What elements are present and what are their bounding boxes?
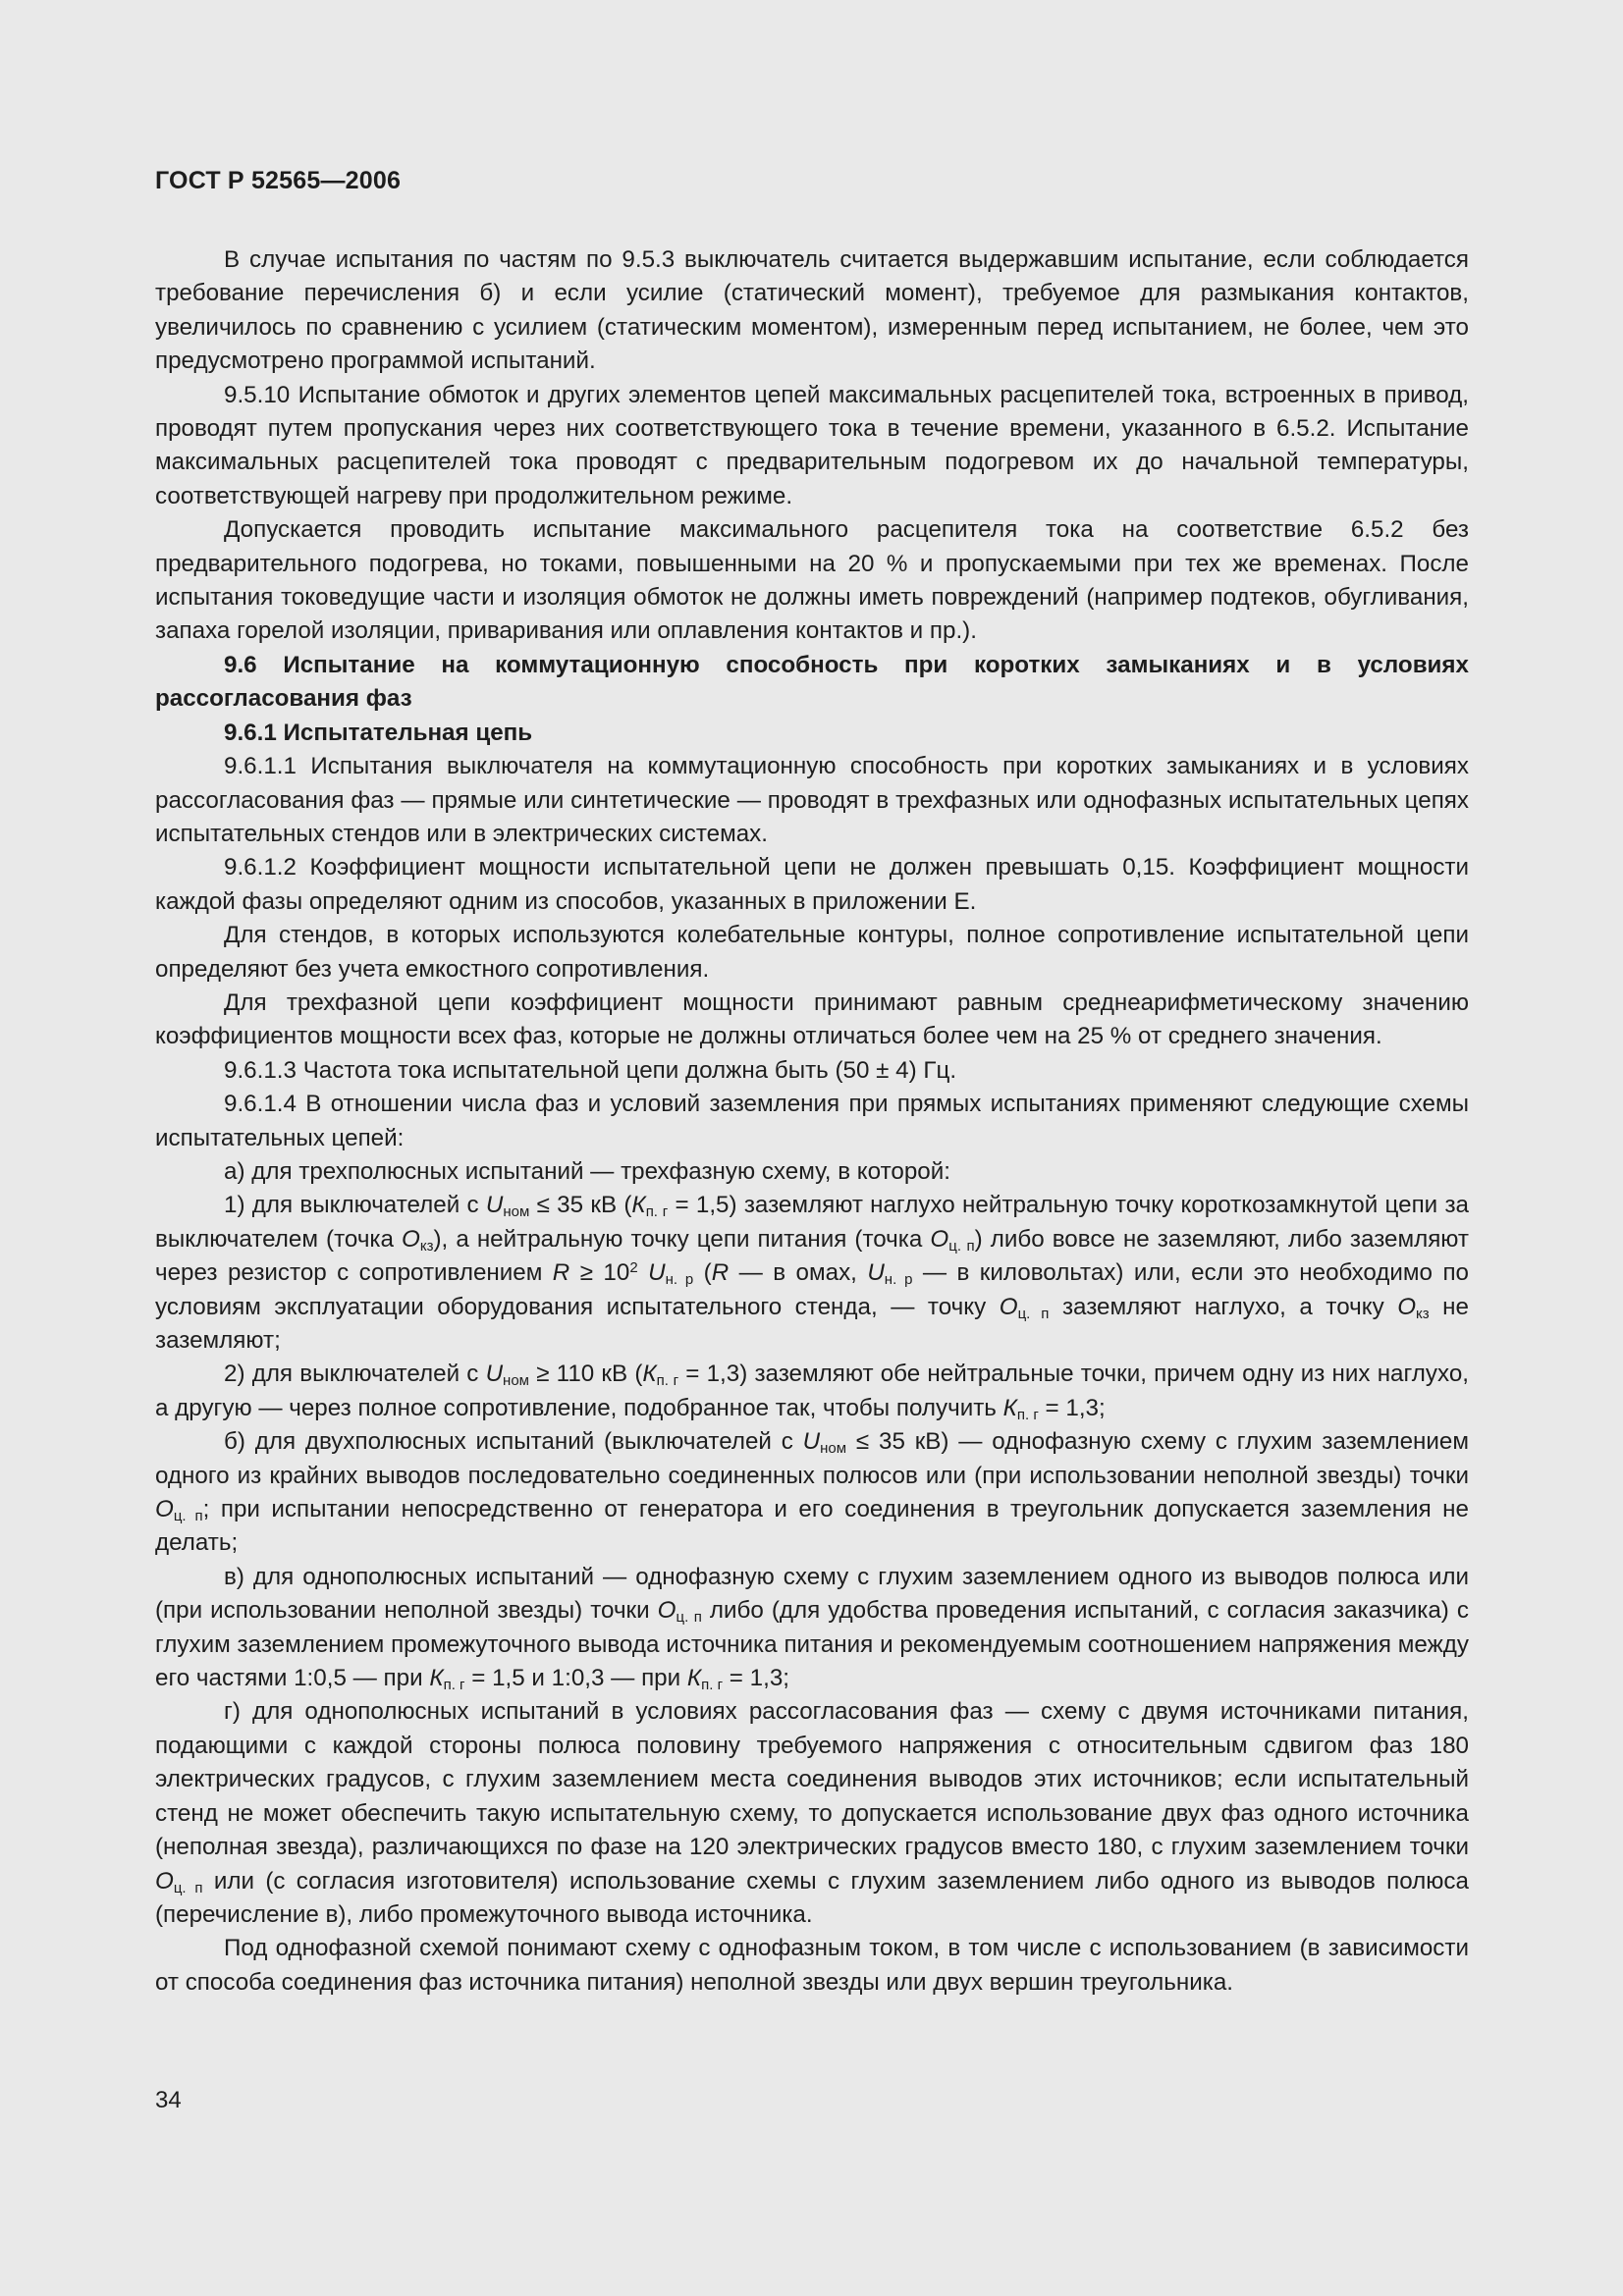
section-heading: 9.6 Испытание на коммутационную способность при коротких замыканиях и в условиях рассогласования фаз xyxy=(155,651,1469,713)
document-body xyxy=(155,243,1469,2000)
paragraph: г) для однополюсных испытаний в условиях рассогласования фаз — схему с двумя источниками питания, подающими с каждой стороны полюса половину требуемого напряжения с относительным сдвигом фаз 180 электрических градусов, с глухим заземлением места соединения выводов этих источников; если испытательный стенд не может обеспечить такую испытательную схему, то допускается использование двух фаз одного источника (неполная звезда), различающихся по фазе на 120 электрических градусов вместо 180, с глухим заземлением точки $О_{ц. п}$ или (с согласия изготовителя) использование схемы с глухим заземлением либо одного из выводов полюса (перечисление в), либо промежуточного вывода источника. xyxy=(155,1698,1469,1928)
section-heading: 9.6.1 Испытательная цепь xyxy=(224,719,533,746)
paragraph: Для трехфазной цепи коэффициент мощности принимают равным среднеарифметическому значению коэффициентов мощности всех фаз, которые не должны отличаться более чем на 25 % от среднего значения. xyxy=(155,988,1469,1050)
paragraph: а) для трехполюсных испытаний — трехфазную схему, в которой: xyxy=(224,1157,950,1185)
document-header: ГОСТ Р 52565—2006 xyxy=(155,167,402,194)
paragraph: 9.6.1.1 Испытания выключателя на коммутационную способность при коротких замыканиях и в условиях рассогласования фаз — прямые или синтетические — проводят в трехфазных или однофазных испытательных цепях испытательных стендов или в электрических системах. xyxy=(155,753,1469,847)
paragraph: 9.6.1.4 В отношении числа фаз и условий заземления при прямых испытаниях применяют следующие схемы испытательных цепей: xyxy=(155,1091,1469,1151)
paragraph: 9.6.1.2 Коэффициент мощности испытательной цепи не должен превышать 0,15. Коэффициент мощности каждой фазы определяют одним из способов, указанных в приложении Е. xyxy=(155,854,1469,915)
paragraph: Для стендов, в которых используются колебательные контуры, полное сопротивление испытательной цепи определяют без учета емкостного сопротивления. xyxy=(155,922,1469,983)
paragraph: б) для двухполюсных испытаний (выключателей с $U_{ном} \le 35$ кВ) — однофазную схему с глухим заземлением одного из крайних выводов последовательно соединенных полюсов или (при использовании неполной звезды) точки $О_{ц. п}$; при испытании непосредственно от генератора и его соединения в треугольник допускается заземления не делать; xyxy=(155,1428,1470,1557)
paragraph: 2) для выключателей с $U_{ном} \ge 110$ кВ $(К_{п. г} = 1,3)$ заземляют обе нейтральные точки, причем одну из них наглухо, а другую — через полное сопротивление, подобранное так, чтобы получить $К_{п. г} = 1,3$; xyxy=(155,1361,1469,1423)
paragraph: 9.6.1.3 Частота тока испытательной цепи должна быть (50 ± 4) Гц. xyxy=(224,1056,957,1084)
paragraph: в) для однополюсных испытаний — однофазную схему с глухим заземлением одного из выводов полюса или (при использовании неполной звезды) точки $О_{ц. п}$ либо (для удобства проведения испытаний, с согласия заказчика) с глухим заземлением промежуточного вывода источника питания и рекомендуемым соотношением напряжения между его частями 1:0,5 — при $К_{п. г} = 1,5$ и 1:0,3 — при $К_{п. г} = 1,3$; xyxy=(155,1563,1469,1693)
paragraph: Под однофазной схемой понимают схему с однофазным током, в том числе с использованием (в зависимости от способа соединения фаз источника питания) неполной звезды или двух вершин треугольника. xyxy=(155,1935,1469,1996)
paragraph: Допускается проводить испытание максимального расцепителя тока на соответствие 6.5.2 без предварительного подогрева, но токами, повышенными на 20 % и пропускаемыми при тех же временах. После испытания токоведущие части и изоляция обмоток не должны иметь повреждений (например подтеков, обугливания, запаха горелой изоляции, приваривания или оплавления контактов и пр.). xyxy=(155,516,1469,645)
paragraph: 9.5.10 Испытание обмоток и других элементов цепей максимальных расцепителей тока, встроенных в привод, проводят путем пропускания через них соответствующего тока в течение времени, указанного в 6.5.2. Испытание максимальных расцепителей тока проводят с предварительным подогревом их до начальной температуры, соответствующей нагреву при продолжительном режиме. xyxy=(155,381,1469,509)
paragraph: В случае испытания по частям по 9.5.3 выключатель считается выдержавшим испытание, если соблюдается требование перечисления б) и если усилие (статический момент), требуемое для размыкания контактов, увеличилось по сравнению с усилием (статическим моментом), измеренным перед испытанием, не более, чем это предусмотрено программой испытаний. xyxy=(155,246,1469,375)
paragraph: 1) для выключателей с $U_{ном} \le 35$ кВ $(К_{п. г} = 1,5)$ заземляют наглухо нейтральную точку короткозамкнутой цепи за выключателем (точка $О_{кз}$), а нейтральную точку цепи питания (точка $О_{ц. п}$) либо вовсе не заземляют, либо заземляют через резистор с сопротивлением $R \ge 10^2$ $U_{н. р}$ (R — в омах, $U_{н. р}$ — в киловольтах) или, если это необходимо по условиям эксплуатации оборудования испытательного стенда, — точку $О_{ц. п}$ заземляют наглухо, а точку $О_{кз}$ не заземляют; xyxy=(155,1192,1469,1354)
page-number: 34 xyxy=(155,2087,182,2113)
